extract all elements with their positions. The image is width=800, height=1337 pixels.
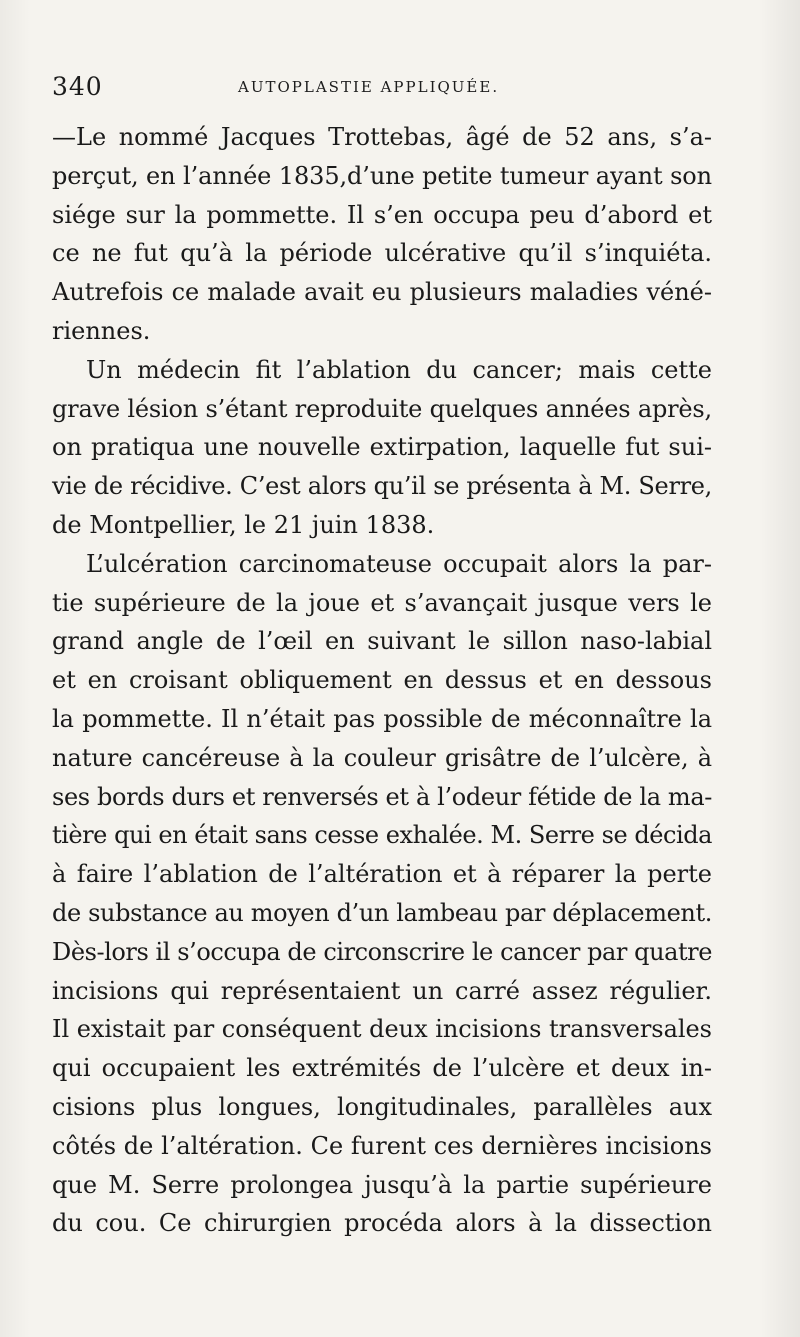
text-line: et en croisant obliquement en dessus et en dessous bbox=[52, 666, 712, 695]
text-line: grave lésion s’étant reproduite quelques années après, bbox=[52, 394, 712, 423]
text-line: vie de récidive. C’est alors qu’il se présenta à M. Serre, bbox=[52, 472, 712, 501]
page-number: 340 bbox=[52, 72, 103, 101]
text-line: Autrefois ce malade avait eu plusieurs maladies véné- bbox=[52, 278, 712, 307]
text-line: côtés de l’altération. Ce furent ces dernières incisions bbox=[52, 1131, 712, 1160]
text-line: nature cancéreuse à la couleur grisâtre de l’ulcère, à bbox=[52, 743, 712, 772]
text-line: à faire l’ablation de l’altération et à réparer la perte bbox=[52, 860, 712, 889]
text-line: ce ne fut qu’à la période ulcérative qu’il s’inquiéta. bbox=[52, 239, 713, 268]
text-line: cisions plus longues, longitudinales, parallèles aux bbox=[52, 1092, 712, 1121]
text-line: —Le nommé Jacques Trottebas, âgé de 52 ans, s’a- bbox=[52, 123, 712, 151]
page-header bbox=[52, 72, 712, 102]
text-line: du cou. Ce chirurgien procéda alors à la dissection bbox=[52, 1209, 712, 1238]
running-title: AUTOPLASTIE APPLIQUÉE. bbox=[238, 78, 500, 96]
text-line: siége sur la pommette. Il s’en occupa peu d’abord et bbox=[52, 200, 712, 229]
text-line: on pratiqua une nouvelle extirpation, laquelle fut sui- bbox=[52, 433, 712, 462]
text-line: tière qui en était sans cesse exhalée. M. Serre se décida bbox=[52, 821, 712, 850]
text-line: de Montpellier, le 21 juin 1838. bbox=[52, 510, 435, 539]
text-line: grand angle de l’œil en suivant le sillon naso-labial bbox=[52, 627, 712, 656]
text-line: tie supérieure de la joue et s’avançait jusque vers le bbox=[52, 588, 712, 617]
text-line: Un médecin fit l’ablation du cancer; mais cette bbox=[86, 355, 712, 384]
text-line: qui occupaient les extrémités de l’ulcère et deux in- bbox=[52, 1054, 712, 1083]
text-line: incisions qui représentaient un carré assez régulier. bbox=[52, 976, 712, 1005]
text-line: L’ulcération carcinomateuse occupait alors la par- bbox=[86, 549, 712, 578]
text-line: perçut, en l’année 1835,d’une petite tumeur ayant son bbox=[52, 161, 713, 190]
text-line: Dès-lors il s’occupa de circonscrire le cancer par quatre bbox=[52, 937, 713, 966]
text-line: Il existait par conséquent deux incisions transversales bbox=[52, 1015, 712, 1044]
text-line: ses bords durs et renversés et à l’odeur fétide de la ma- bbox=[52, 782, 713, 811]
body-text bbox=[52, 118, 712, 1243]
text-line: riennes. bbox=[52, 316, 151, 345]
text-line: que M. Serre prolongea jusqu’à la partie supérieure bbox=[52, 1170, 712, 1199]
text-line: la pommette. Il n’était pas possible de méconnaître la bbox=[52, 704, 712, 733]
text-line: de substance au moyen d’un lambeau par déplacement. bbox=[52, 898, 713, 927]
